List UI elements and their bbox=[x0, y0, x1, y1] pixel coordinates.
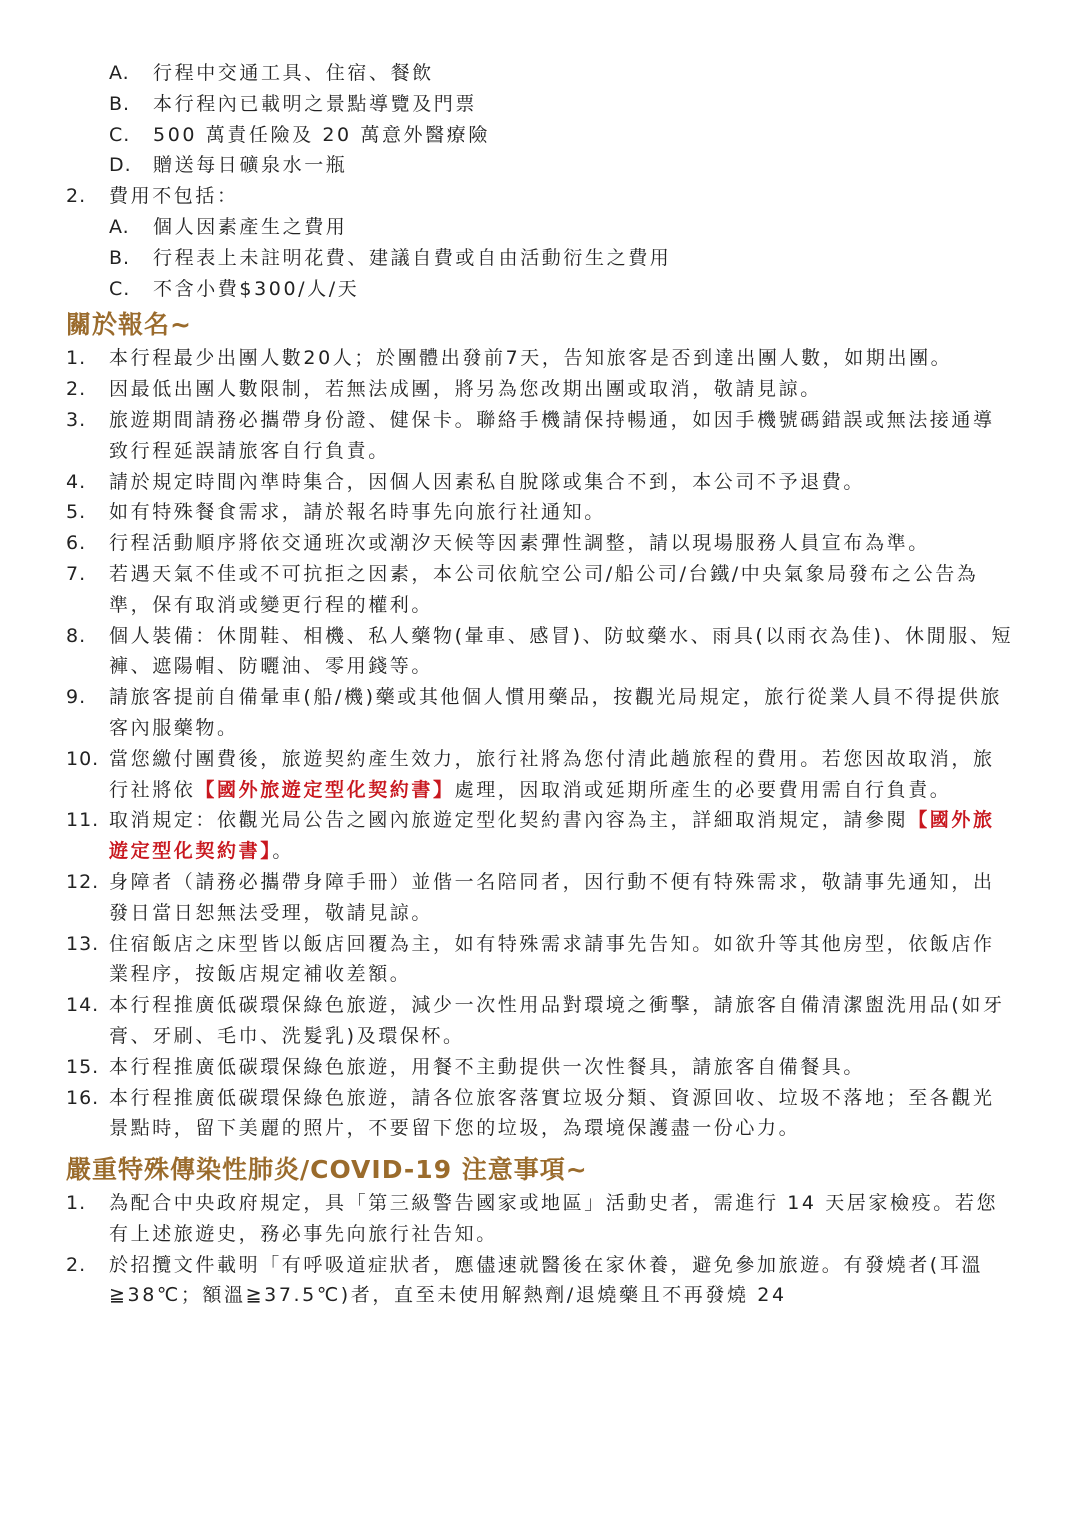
list-text: 贈送每日礦泉水一瓶 bbox=[153, 154, 348, 177]
contract-reference: 【國外旅遊定型化契約書】 bbox=[109, 809, 995, 863]
list-text: 本行程推廣低碳環保綠色旅遊，減少一次性用品對環境之衝擊，請旅客自備清潔盥洗用品(如牙膏、牙刷、毛巾、洗髮乳)及環保杯。 bbox=[109, 994, 1005, 1047]
list-marker: 2. bbox=[66, 378, 87, 401]
list-text: 不含小費$300/人/天 bbox=[153, 277, 360, 300]
list-text: 請旅客提前自備暈車(船/機)藥或其他個人慣用藥品，按觀光局規定，旅行從業人員不得提供旅客內服藥物。 bbox=[109, 686, 1003, 739]
list-marker: B. bbox=[109, 246, 131, 269]
list-text: 本行程推廣低碳環保綠色旅遊，用餐不主動提供一次性餐具，請旅客自備餐具。 bbox=[109, 1055, 866, 1078]
included-item bbox=[0, 150, 1076, 181]
registration-item bbox=[0, 528, 1076, 559]
list-text: 本行程最少出團人數20人；於團體出發前7天，告知旅客是否到達出團人數，如期出團。 bbox=[109, 347, 953, 370]
list-text: 個人裝備：休閒鞋、相機、私人藥物(暈車、感冒)、防蚊藥水、雨具(以雨衣為佳)、休閒服、短褲、遮陽帽、防曬油、零用錢等。 bbox=[109, 624, 1014, 678]
list-text: 如有特殊餐食需求，請於報名時事先向旅行社通知。 bbox=[109, 501, 606, 524]
list-marker: C. bbox=[109, 123, 131, 146]
text-segment: 取消規定：依觀光局公告之國內旅遊定型化契約書內容為主，詳細取消規定，請參閱 bbox=[109, 809, 909, 832]
list-marker: 1. bbox=[66, 347, 87, 370]
list-marker: 11. bbox=[66, 809, 100, 832]
list-marker: 12. bbox=[66, 870, 100, 893]
registration-heading: 關於報名~ bbox=[66, 310, 192, 340]
covid-item bbox=[0, 1250, 1076, 1312]
list-marker: 9. bbox=[66, 686, 87, 709]
registration-item bbox=[0, 867, 1076, 929]
list-text: 於招攬文件載明「有呼吸道症狀者，應儘速就醫後在家休養，避免參加旅遊。有發燒者(耳溫≧38℃；額溫≧37.5℃)者，直至未使用解熱劑/退燒藥且不再發燒 24 bbox=[109, 1253, 984, 1307]
list-marker: 10. bbox=[66, 747, 100, 770]
list-marker: B. bbox=[109, 92, 131, 115]
registration-item bbox=[0, 621, 1076, 683]
registration-item bbox=[0, 744, 1076, 806]
list-text bbox=[109, 805, 1014, 867]
document-page bbox=[0, 58, 1076, 1311]
excluded-item bbox=[0, 212, 1076, 243]
list-marker: 1. bbox=[66, 1192, 87, 1215]
covid-item bbox=[0, 1188, 1076, 1250]
registration-item bbox=[0, 374, 1076, 405]
list-text: 500 萬責任險及 20 萬意外醫療險 bbox=[153, 123, 490, 146]
registration-item bbox=[0, 929, 1076, 991]
list-text: 住宿飯店之床型皆以飯店回覆為主，如有特殊需求請事先告知。如欲升等其他房型，依飯店作業程序，按飯店規定補收差額。 bbox=[109, 932, 995, 986]
list-text: 因最低出團人數限制，若無法成團，將另為您改期出團或取消，敬請見諒。 bbox=[109, 378, 822, 401]
list-marker: 6. bbox=[66, 532, 87, 555]
covid-heading: 嚴重特殊傳染性肺炎/COVID-19 注意事項~ bbox=[66, 1155, 588, 1185]
list-marker: 8. bbox=[66, 624, 87, 647]
list-marker: 15. bbox=[66, 1055, 100, 1078]
included-item bbox=[0, 89, 1076, 120]
excluded-item bbox=[0, 274, 1076, 305]
excluded-header bbox=[0, 181, 1076, 212]
list-text: 行程活動順序將依交通班次或潮汐天候等因素彈性調整，請以現場服務人員宣布為準。 bbox=[109, 532, 930, 555]
list-marker: 5. bbox=[66, 501, 87, 524]
list-text bbox=[109, 744, 1014, 806]
registration-item bbox=[0, 343, 1076, 374]
list-text: 請於規定時間內準時集合，因個人因素私自脫隊或集合不到，本公司不予退費。 bbox=[109, 470, 866, 493]
list-text: 本行程內已載明之景點導覽及門票 bbox=[153, 92, 478, 115]
list-text: 身障者（請務必攜帶身障手冊）並偕一名陪同者，因行動不便有特殊需求，敬請事先通知，出發日當日恕無法受理，敬請見諒。 bbox=[109, 870, 995, 924]
contract-reference: 【國外旅遊定型化契約書】 bbox=[195, 778, 455, 801]
list-marker: 4. bbox=[66, 470, 87, 493]
included-item bbox=[0, 120, 1076, 151]
list-marker: 3. bbox=[66, 408, 87, 431]
registration-item bbox=[0, 990, 1076, 1052]
list-text: 個人因素產生之費用 bbox=[153, 215, 348, 238]
registration-item bbox=[0, 405, 1076, 467]
registration-item bbox=[0, 805, 1076, 867]
list-marker: 7. bbox=[66, 562, 87, 585]
text-segment: 。 bbox=[272, 840, 294, 863]
list-marker: 16. bbox=[66, 1086, 100, 1109]
list-marker: D. bbox=[109, 154, 132, 177]
list-text: 本行程推廣低碳環保綠色旅遊，請各位旅客落實垃圾分類、資源回收、垃圾不落地；至各觀光景點時，留下美麗的照片，不要留下您的垃圾，為環境保護盡一份心力。 bbox=[109, 1086, 995, 1140]
list-marker: C. bbox=[109, 277, 131, 300]
list-text: 若遇天氣不佳或不可抗拒之因素，本公司依航空公司/船公司/台鐵/中央氣象局發布之公告為準，保有取消或變更行程的權利。 bbox=[109, 562, 979, 616]
registration-item bbox=[0, 1052, 1076, 1083]
text-segment: 處理，因取消或延期所產生的必要費用需自行負責。 bbox=[454, 778, 952, 801]
excluded-item bbox=[0, 243, 1076, 274]
list-marker: 13. bbox=[66, 932, 100, 955]
list-text: 行程中交通工具、住宿、餐飲 bbox=[153, 62, 434, 84]
registration-item bbox=[0, 497, 1076, 528]
text-segment: 當您繳付團費後，旅遊契約產生效力，旅行社將為您付清此趟旅程的費用。若您因故取消，旅行社將依 bbox=[109, 747, 995, 801]
registration-item bbox=[0, 682, 1076, 744]
registration-item bbox=[0, 559, 1076, 621]
list-text: 行程表上未註明花費、建議自費或自由活動衍生之費用 bbox=[153, 246, 672, 269]
registration-item bbox=[0, 467, 1076, 498]
list-marker: 2. bbox=[66, 1253, 87, 1276]
list-text: 為配合中央政府規定，具「第三級警告國家或地區」活動史者，需進行 14 天居家檢疫。若您有上述旅遊史，務必事先向旅行社告知。 bbox=[109, 1192, 999, 1245]
list-text: 費用不包括： bbox=[109, 185, 239, 208]
list-marker: 2. bbox=[66, 185, 87, 208]
list-text: 旅遊期間請務必攜帶身份證、健保卡。聯絡手機請保持暢通，如因手機號碼錯誤或無法接通導致行程延誤請旅客自行負責。 bbox=[109, 408, 995, 462]
list-marker: 14. bbox=[66, 994, 100, 1017]
included-item bbox=[0, 58, 1076, 89]
list-marker: A. bbox=[109, 62, 130, 84]
list-marker: A. bbox=[109, 215, 130, 238]
registration-item bbox=[0, 1083, 1076, 1145]
